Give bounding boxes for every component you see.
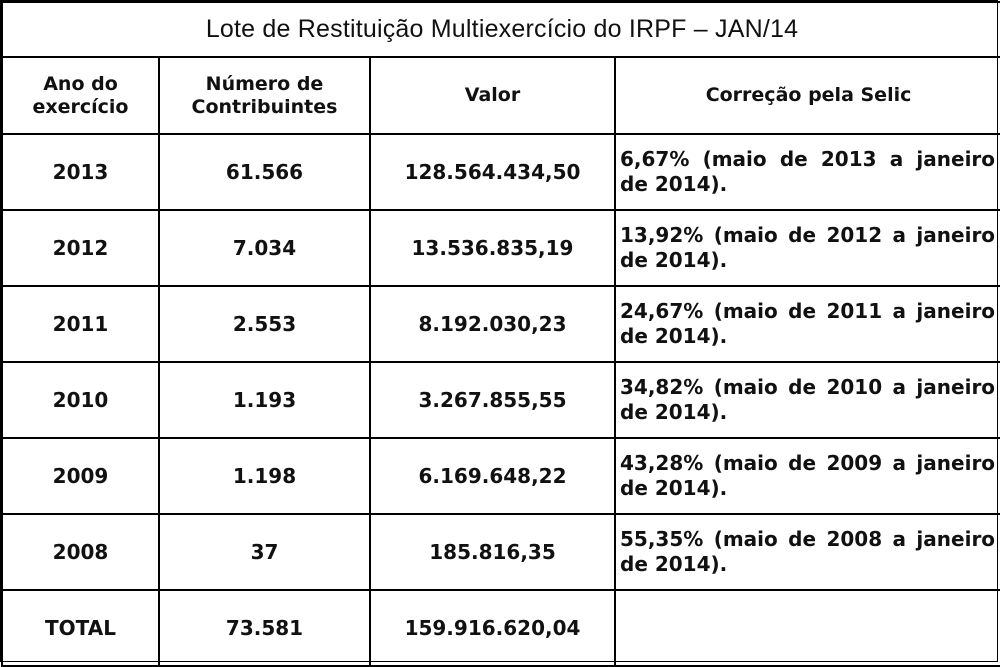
- table-row: [2, 286, 1000, 362]
- table-row: [2, 438, 1000, 514]
- header-numero-line1: Número de: [205, 72, 324, 95]
- cell-contribuintes: 1.198: [159, 438, 370, 514]
- header-ano-line1: Ano do: [43, 72, 118, 95]
- header-ano-exercicio: [2, 57, 159, 134]
- cell-contribuintes: 61.566: [159, 134, 370, 210]
- cell-selic: 13,92% (maio de 2012 a janeiro de 2014).: [615, 210, 1000, 286]
- cell-ano: 2012: [2, 210, 159, 286]
- restituicao-table: [1, 1, 1000, 667]
- cell-ano: 2010: [2, 362, 159, 438]
- header-numero-contribuintes: [159, 57, 370, 134]
- cell-valor: 185.816,35: [370, 514, 615, 590]
- cell-selic: 34,82% (maio de 2010 a janeiro de 2014).: [615, 362, 1000, 438]
- cell-selic: 24,67% (maio de 2011 a janeiro de 2014).: [615, 286, 1000, 362]
- cell-contribuintes: 7.034: [159, 210, 370, 286]
- cell-contribuintes: 37: [159, 514, 370, 590]
- total-valor: 159.916.620,04: [370, 590, 615, 666]
- header-ano-line2: exercício: [32, 95, 129, 118]
- cell-ano: 2011: [2, 286, 159, 362]
- cell-contribuintes: 1.193: [159, 362, 370, 438]
- header-correcao-selic: Correção pela Selic: [615, 57, 1000, 134]
- cell-contribuintes: 2.553: [159, 286, 370, 362]
- table-row: [2, 514, 1000, 590]
- header-row: [2, 57, 1000, 134]
- cell-valor: 6.169.648,22: [370, 438, 615, 514]
- header-valor: Valor: [370, 57, 615, 134]
- header-numero-line2: Contribuintes: [191, 95, 338, 118]
- table-row: [2, 362, 1000, 438]
- cell-ano: 2008: [2, 514, 159, 590]
- cell-valor: 3.267.855,55: [370, 362, 615, 438]
- cell-valor: 128.564.434,50: [370, 134, 615, 210]
- table-title: Lote de Restituição Multiexercício do IRPF – JAN/14: [2, 2, 1000, 57]
- title-row: [2, 2, 1000, 57]
- cell-selic: 43,28% (maio de 2009 a janeiro de 2014).: [615, 438, 1000, 514]
- cell-valor: 13.536.835,19: [370, 210, 615, 286]
- table-row: [2, 134, 1000, 210]
- cell-selic: 55,35% (maio de 2008 a janeiro de 2014).: [615, 514, 1000, 590]
- total-row: [2, 590, 1000, 666]
- cell-ano: 2009: [2, 438, 159, 514]
- total-label: TOTAL: [2, 590, 159, 666]
- cell-selic: 6,67% (maio de 2013 a janeiro de 2014).: [615, 134, 1000, 210]
- table-row: [2, 210, 1000, 286]
- cell-ano: 2013: [2, 134, 159, 210]
- cell-valor: 8.192.030,23: [370, 286, 615, 362]
- total-selic: [615, 590, 1000, 666]
- total-contribuintes: 73.581: [159, 590, 370, 666]
